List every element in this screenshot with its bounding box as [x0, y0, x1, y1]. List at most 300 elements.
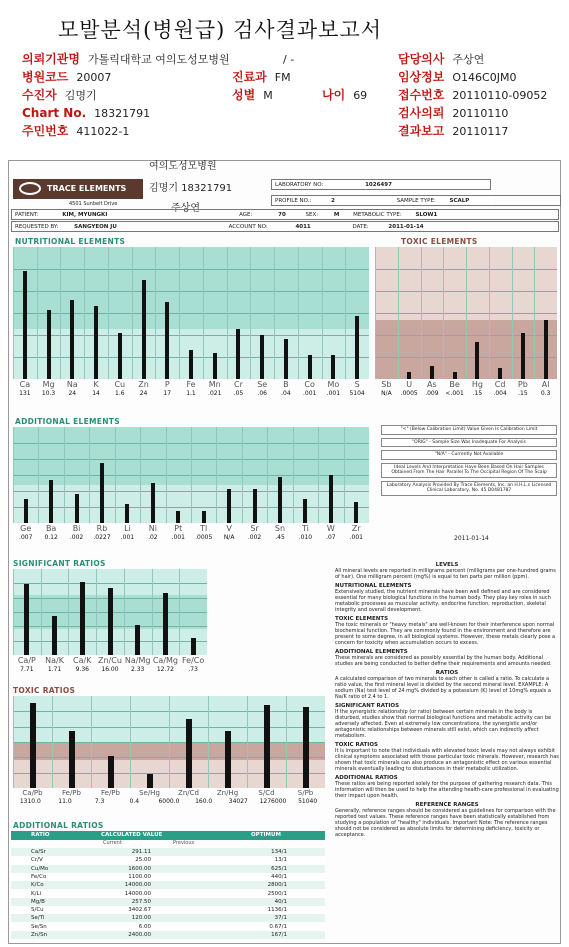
header-field-value: 18321791 [94, 107, 151, 120]
significant-column-divider [96, 569, 97, 655]
ratio-row [11, 881, 325, 889]
lab-info-box [271, 179, 493, 209]
toxic-category-label: Pb [517, 380, 528, 389]
optimum-col-header: OPTIMUM [251, 832, 281, 838]
significant-bar [52, 616, 57, 655]
toxic-category-label: Hg [471, 380, 483, 389]
additional-column-divider [191, 427, 192, 523]
explanation-text [335, 562, 559, 838]
additional-category-label: Zr [351, 524, 361, 533]
additional-category-label: Pt [174, 524, 183, 533]
nutritional-category-label: K [93, 380, 99, 389]
nutritional-gridline [13, 291, 369, 292]
significant-plot [13, 569, 207, 655]
toxicratios-category-label: S/Cd [258, 789, 275, 797]
significant-column-divider [41, 569, 42, 655]
nutritional-category-label: B [283, 380, 289, 389]
toxicratios-value-label: 34027 [228, 798, 248, 805]
toxicratios-value-label: 7.3 [94, 798, 105, 805]
toxic-value-label: .0005 [400, 390, 418, 397]
significant-column-divider [68, 569, 69, 655]
additional-category-label: Li [124, 524, 131, 533]
header-field-label: 주민번호 [22, 124, 69, 138]
significant-value-label: 7.71 [20, 666, 34, 673]
explanation-heading: NUTRITIONAL ELEMENTS [335, 583, 412, 589]
additional-column-divider [13, 427, 14, 523]
toxic-plot [375, 247, 557, 379]
toxic-value-label: <.001 [445, 390, 464, 397]
additional-column-divider [318, 427, 319, 523]
additional-column-divider [140, 427, 141, 523]
additional-value-label: 0.12 [44, 534, 58, 541]
additional-bar [227, 489, 231, 523]
nutritional-elements-chart [11, 237, 371, 405]
header-field [22, 124, 129, 139]
header-field-label: 검사의뢰 [398, 106, 445, 120]
significant-value-label: 2.33 [131, 666, 145, 673]
toxic-bar [430, 366, 434, 379]
nutritional-value-label: 131 [19, 390, 31, 397]
ratio-row [11, 906, 325, 914]
ratio-name: S/Cu [31, 907, 44, 914]
legend-row: Ideal Levels And Interpretation Have Been Based On Hair Samples Obtained From The Hair Parallel To The Occipital Region Of The Scalp [381, 463, 557, 478]
toxicratios-bar [303, 707, 309, 788]
significant-category-label: Ca/P [17, 656, 36, 665]
header-field-label: Chart No. [22, 106, 87, 120]
requested-label: REQUESTED BY: [15, 224, 59, 230]
lab-logo [13, 179, 143, 199]
toxicratios-value-label: 160.0 [195, 798, 213, 805]
header-field-label: 접수번호 [398, 88, 445, 102]
ratio-optimum: 37/1 [274, 915, 287, 922]
nutritional-bar [236, 329, 240, 379]
toxic-title: TOXIC ELEMENTS [401, 237, 478, 246]
ratio-current-value: 257.50 [131, 898, 151, 905]
metabolic-value: SLOW1 [415, 212, 438, 218]
header-field [232, 88, 273, 103]
additional-column-divider [64, 427, 65, 523]
additional-bar [354, 502, 358, 523]
ratio-current-value: 25.00 [135, 857, 151, 864]
additional-column-divider [166, 427, 167, 523]
nutritional-value-label: .001 [302, 390, 317, 397]
significant-bar [80, 582, 85, 655]
nutritional-bar [284, 339, 288, 379]
header-field-value: 20110117 [452, 125, 509, 138]
explanation-body: These minerals are considered as possibly essential by the human body. Additional studies are being conducted to better define their requirements and amounts needed. [335, 655, 552, 667]
header-field [398, 52, 484, 67]
nutritional-category-label: P [164, 380, 170, 389]
toxic-column-divider [443, 247, 444, 379]
explanation-heading: SIGNIFICANT RATIOS [335, 703, 400, 709]
header-field [22, 106, 150, 121]
header-field [398, 88, 547, 103]
nutritional-column-divider [179, 247, 180, 379]
header-field [22, 70, 111, 85]
nutritional-plot [13, 247, 369, 379]
nutritional-category-label: Na [66, 380, 78, 389]
nutritional-category-label: Co [304, 380, 315, 389]
ratio-row [11, 856, 325, 864]
additional-column-divider [293, 427, 294, 523]
nutritional-value-label: 5104 [349, 390, 365, 397]
significant-column-divider [152, 569, 153, 655]
nutritional-bar [355, 316, 359, 379]
nutritional-column-divider [345, 247, 346, 379]
additional-value-label: .0005 [195, 534, 213, 541]
header-field-label: 임상정보 [398, 70, 445, 84]
nutritional-category-label: Mn [208, 380, 221, 389]
toxic-value-label: .15 [518, 390, 528, 397]
header-field [22, 88, 97, 103]
toxic-column-divider [375, 247, 376, 379]
additional-plot [13, 427, 369, 523]
additional-bar [278, 477, 282, 523]
ratio-current-value: 2400.00 [128, 932, 151, 938]
header-field-label: 담당의사 [398, 52, 445, 66]
additional-bar [24, 499, 28, 523]
toxicratios-category-label: Se/Hg [139, 789, 160, 797]
page-title: 모발분석(병원급) 검사결과보고서 [57, 18, 383, 42]
ratio-current-value: 14000.00 [124, 882, 151, 889]
nutritional-category-label: Mg [42, 380, 55, 389]
nutritional-column-divider [298, 247, 299, 379]
toxic-bar [407, 372, 411, 379]
lab-no-value: 1026497 [365, 182, 392, 188]
nutritional-value-label: .021 [208, 390, 222, 397]
header-field [22, 52, 230, 67]
explanation-heading: TOXIC RATIOS [335, 742, 378, 748]
toxic-ratios-title: TOXIC RATIOS [13, 686, 76, 695]
additional-value-label: N/A [223, 534, 235, 541]
nutritional-value-label: .001 [326, 390, 341, 397]
additional-value-label: .001 [120, 534, 135, 541]
current-subheader: Current [103, 840, 122, 846]
ratio-row [11, 931, 325, 939]
additional-ratios-table [11, 821, 327, 943]
date-value: 2011-01-14 [388, 224, 424, 230]
header-field-label: 성별 [232, 88, 256, 102]
toxic-bar [453, 372, 457, 379]
toxic-category-label: As [427, 380, 437, 389]
nutritional-column-divider [322, 247, 323, 379]
nutritional-column-divider [108, 247, 109, 379]
additional-category-label: Rb [96, 524, 108, 533]
nutritional-bar [23, 271, 27, 379]
nutritional-category-label: Ca [19, 380, 31, 389]
ratio-optimum: 134/1 [271, 849, 287, 855]
nutritional-bar [165, 302, 169, 379]
toxic-category-label: Be [449, 380, 460, 389]
explanation-heading: RATIOS [435, 670, 459, 676]
requested-value: SANGYEON JU [74, 224, 117, 230]
report-top [9, 161, 562, 231]
nutritional-value-label: 1.6 [115, 390, 125, 397]
metabolic-label: METABOLIC TYPE: [353, 212, 402, 218]
nutritional-column-divider [84, 247, 85, 379]
nutritional-category-label: Cu [114, 380, 126, 389]
header-field-label: 결과보고 [398, 124, 445, 138]
toxicratios-column-divider [247, 696, 248, 788]
legend-row: Laboratory Analysis Provided By Trace Elements, Inc. an H.H.L.s Licensed Clinical Laboratory, No. 45 D0481787 [381, 481, 557, 496]
significant-value-label: 16.00 [101, 666, 119, 673]
significant-category-label: Ca/K [73, 656, 92, 665]
nutritional-column-divider [13, 247, 14, 379]
significant-bar [24, 584, 29, 655]
explanation-body: If the synergistic relationship (or ratio) between certain minerals in the body is disturbed, studies show that normal biological functions and metabolic activity can be adversely affected. Even at extremely low concentrations, the synergistic and/or antagonistic relationships between minerals still exist, which can indirectly affect metabolism. [335, 709, 552, 739]
ratio-row [11, 848, 325, 856]
nutritional-value-label: 24 [139, 390, 148, 397]
header-field-label: 의뢰기관명 [22, 52, 80, 66]
sample-label: SAMPLE TYPE: [396, 198, 436, 204]
sample-value: SCALP [449, 198, 470, 204]
additional-column-divider [216, 427, 217, 523]
additional-value-label: .07 [326, 534, 336, 541]
nutritional-category-label: Cr [234, 380, 243, 389]
toxicratios-category-label: S/Pb [297, 789, 314, 797]
nutritional-value-label: 17 [163, 390, 172, 397]
toxic-value-label: .004 [493, 390, 507, 397]
additional-bar [100, 463, 104, 523]
explanation-body: These ratios are being reported solely for the purpose of gathering research data. This information will then be used to help the attending health-care professional in evaluating their impact upon health. [335, 781, 559, 799]
toxicratios-value-label: 0.4 [129, 798, 140, 805]
nutritional-bar [331, 355, 335, 379]
significant-value-label: 1.71 [47, 666, 62, 673]
additional-bar [75, 494, 79, 523]
nutritional-column-divider [274, 247, 275, 379]
toxic-category-label: Cd [494, 380, 506, 389]
additional-column-divider [242, 427, 243, 523]
ratio-name: Cu/Mo [31, 865, 49, 872]
account-label: ACCOUNT NO: [228, 224, 268, 230]
header-field-value: 주상연 [452, 53, 485, 66]
doctor-stamp: 주상연 [171, 203, 200, 214]
additional-category-label: Ni [148, 524, 157, 533]
header-field [232, 70, 291, 85]
additional-category-label: Sr [250, 524, 259, 533]
legend-stamp-date: 2011-01-14 [454, 535, 489, 542]
toxicratios-bar [30, 703, 36, 788]
header-field-value: 411022-1 [76, 125, 130, 138]
patient-label: PATIENT: [15, 212, 39, 218]
additional-bar [49, 480, 53, 523]
requested-row [11, 221, 559, 232]
toxic-column-divider [398, 247, 399, 379]
significant-value-label: 12.72 [156, 666, 174, 673]
explanation-body: All mineral levels are reported in milligrams percent (milligrams per one-hundred grams of hair). One milligram percent (mg%) is equal to ten parts per million (ppm). [335, 568, 556, 580]
significant-value-label: .73 [188, 666, 198, 673]
sex-label: SEX: [305, 212, 319, 218]
nutritional-gridline [13, 313, 369, 314]
toxic-bar [544, 320, 548, 379]
additional-value-label: .0227 [93, 534, 111, 541]
additional-category-label: Sn [274, 524, 286, 533]
significant-bar [108, 588, 113, 655]
previous-subheader: Previous [173, 840, 195, 846]
header-field-value: M [263, 89, 273, 102]
nutritional-bar [260, 335, 264, 379]
toxicratios-column-divider [52, 696, 53, 788]
toxicratios-value-label: 1310.0 [19, 798, 41, 805]
additional-title: ADDITIONAL ELEMENTS [15, 417, 120, 426]
explanation-heading: REFERENCE RANGES [415, 802, 479, 808]
header-field [283, 52, 294, 67]
nutritional-value-label: 24 [68, 390, 77, 397]
ratio-current-value: 291.11 [131, 849, 151, 855]
age-value: 70 [278, 212, 286, 218]
additional-value-label: .45 [275, 534, 285, 541]
sex-value: M [333, 212, 340, 218]
significant-bar [191, 638, 196, 655]
significant-category-label: Fe/Co [182, 656, 205, 665]
ratio-name: Mg/B [31, 898, 45, 905]
additional-column-divider [115, 427, 116, 523]
explanation-body: Generally, reference ranges should be considered as guidelines for comparison with the reported test values. These reference ranges have been statistically established from studying a population of "healthy" individuals. Important Note: The reference ranges should not be considered as absolute limits for determining deficiency, toxicity or acceptance. [335, 808, 556, 838]
nutritional-column-divider [60, 247, 61, 379]
toxicratios-value-label: 51040 [298, 798, 318, 805]
ratio-row [11, 890, 325, 898]
ratio-optimum: 440/1 [271, 873, 287, 880]
explanation-body: The toxic minerals or "heavy metals" are well-known for their interference upon normal biochemical function. They are commonly found in the environment and therefore are present to some degree, in all biological systems. However, these metals clearly pose a concern for toxicity when accumulation occurs to excess. [335, 622, 556, 646]
additional-bar [125, 504, 129, 523]
legend-row: "ORIG" - Sample Size Was Inadequate For Analysis [381, 438, 557, 448]
profile-row [271, 195, 561, 206]
logo-circle-icon [19, 182, 41, 195]
nutritional-column-divider [227, 247, 228, 379]
legend-list [381, 425, 557, 496]
nutritional-gridline [13, 335, 369, 336]
header-field-value: 69 [353, 89, 368, 102]
significant-bar [163, 593, 168, 655]
logo-address: 4501 Sunbelt Drive [69, 201, 118, 207]
explanation-body: A calculated comparison of two minerals to each other is called a ratio. To calculate a ratio value, the first mineral level is divided by the second mineral level. EXAMPLE: A sodium (Na) test level of 24 mg% divided by a potassium (K) level of 10mg% equals a Na/K ratio of 2.4 to 1. [335, 676, 551, 700]
toxic-column-divider [512, 247, 513, 379]
patient-stamp: 김명기 18321791 [149, 183, 233, 194]
nutritional-value-label: 10.3 [41, 390, 56, 397]
toxicratios-category-label: Fe/Pb [101, 789, 120, 797]
header-field-value: 20007 [76, 71, 112, 84]
toxicratios-bar [108, 756, 114, 788]
significant-column-divider [179, 569, 180, 655]
toxic-category-label: Sb [381, 380, 392, 389]
nutritional-value-label: .04 [281, 390, 291, 397]
ratio-col-header: RATIO [31, 832, 50, 838]
legend-row: "<" (Below Calibration Limit) Value Given Is Calibration Limit [381, 425, 557, 435]
ratio-row [11, 914, 325, 922]
toxicratios-bar [225, 731, 231, 788]
explanation-heading: TOXIC ELEMENTS [335, 616, 389, 622]
header-field [398, 124, 508, 139]
toxicratios-bar [147, 774, 153, 788]
additional-elements-chart [11, 417, 371, 545]
nutritional-bar [94, 306, 98, 379]
additional-category-label: Ge [20, 524, 32, 533]
nutritional-column-divider [203, 247, 204, 379]
nutritional-bar [47, 310, 51, 379]
significant-column-divider [124, 569, 125, 655]
ratio-optimum: 1136/1 [267, 907, 287, 914]
nutritional-bar [189, 350, 193, 379]
profile-value: 2 [331, 198, 335, 204]
toxic-column-divider [534, 247, 535, 379]
additional-value-label: .001 [349, 534, 363, 541]
nutritional-column-divider [155, 247, 156, 379]
ratio-optimum: 2500/1 [267, 890, 287, 897]
ratio-name: Zn/Sn [31, 932, 48, 938]
additional-bar [202, 511, 206, 523]
additional-value-label: .010 [298, 534, 313, 541]
nutritional-bar [70, 300, 74, 379]
significant-category-label: Zn/Cu [98, 656, 122, 665]
additional-value-label: .001 [171, 534, 185, 541]
ratio-name: Se/Sn [31, 923, 47, 930]
ratio-optimum: 0.67/1 [269, 923, 287, 930]
ratio-row [11, 873, 325, 881]
ratio-current-value: 1100.00 [128, 873, 151, 880]
ratios-header [11, 831, 325, 840]
header-field-value: 가톨릭대학교 여의도성모병원 [87, 53, 230, 66]
nutritional-bar [118, 333, 122, 379]
header-field [322, 88, 367, 103]
toxicratios-bar [264, 705, 270, 788]
nutritional-title: NUTRITIONAL ELEMENTS [15, 237, 126, 246]
additional-column-divider [38, 427, 39, 523]
ratio-row [11, 923, 325, 931]
ratio-current-value: 6.00 [138, 923, 151, 930]
nutritional-bar [142, 280, 146, 379]
toxicratios-column-divider [130, 696, 131, 788]
ratio-current-value: 120.00 [131, 915, 151, 922]
header-field-value: 20110110-09052 [452, 89, 548, 102]
significant-column-divider [13, 569, 14, 655]
toxicratios-column-divider [169, 696, 170, 788]
explanation-heading: ADDITIONAL ELEMENTS [335, 649, 408, 655]
nutritional-band [13, 247, 369, 329]
ratio-name: K/Li [31, 890, 42, 897]
toxic-value-label: N/A [381, 390, 392, 397]
header-field-label: 병원코드 [22, 70, 69, 84]
additional-bar [253, 489, 257, 523]
toxic-elements-chart [373, 237, 559, 405]
significant-bar [135, 625, 140, 655]
header-field-value: O146C0JM0 [452, 71, 517, 84]
age-label: AGE: [239, 212, 253, 218]
additional-column-divider [344, 427, 345, 523]
ratio-name: Fe/Co [31, 873, 47, 880]
toxicratios-bar [69, 731, 75, 788]
toxic-category-label: Al [541, 380, 550, 389]
legend-box [381, 425, 557, 515]
additional-bar [176, 511, 180, 523]
ratio-optimum: 40/1 [274, 898, 287, 905]
toxicratios-plot [13, 696, 325, 788]
additional-value-label: .002 [69, 534, 84, 541]
additional-bar [151, 483, 155, 523]
toxicratios-column-divider [286, 696, 287, 788]
additional-value-label: .007 [19, 534, 33, 541]
significant-category-label: Ca/Mg [152, 656, 178, 665]
header-field-label: 나이 [322, 88, 346, 102]
toxic-bar [498, 368, 502, 379]
toxicratios-category-label: Zn/Hg [216, 789, 239, 797]
additional-ratios-title: ADDITIONAL RATIOS [13, 821, 104, 830]
header-field-label: 진료과 [232, 70, 267, 84]
nutritional-category-label: Fe [186, 380, 196, 389]
additional-value-label: .002 [247, 534, 262, 541]
ratio-row [11, 865, 325, 873]
header-field-label: 수진자 [22, 88, 57, 102]
nutritional-category-label: Zn [138, 380, 149, 389]
